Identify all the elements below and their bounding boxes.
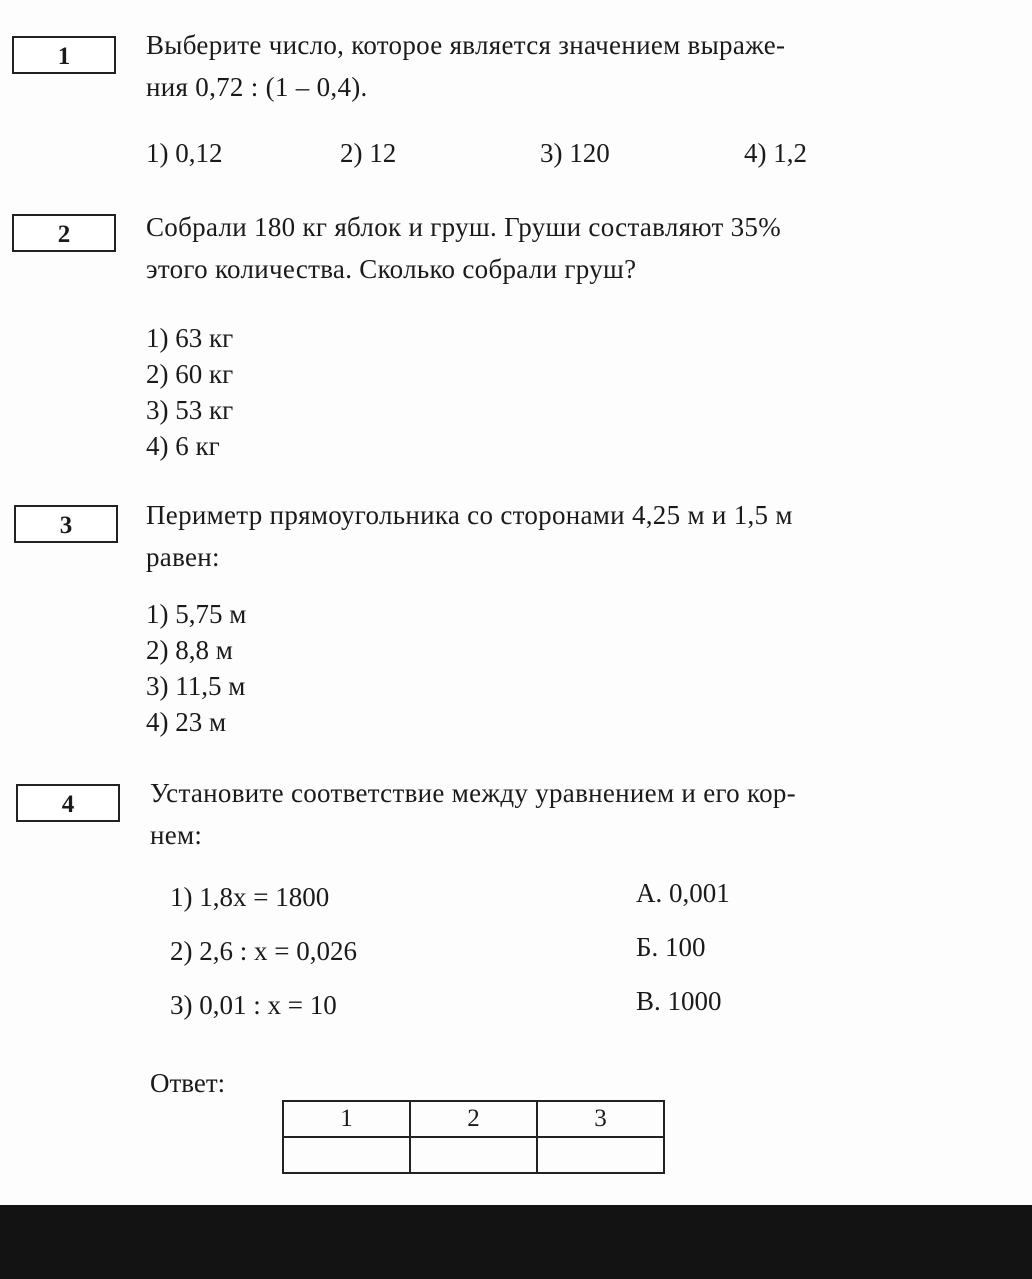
task-2-option: 2) 60 кг	[146, 359, 234, 389]
answer-header-cell: 2	[410, 1101, 537, 1137]
task-1-option: 2) 12	[340, 138, 397, 168]
task-2-options	[146, 320, 233, 464]
bottom-black-bar	[0, 1205, 1032, 1279]
task-2-option: 3) 53 кг	[146, 395, 234, 425]
task-2-question-line: этого количества. Сколько собрали груш?	[146, 254, 637, 284]
answer-table	[282, 1100, 665, 1174]
task-2-number: 2	[12, 214, 116, 252]
answer-header-cell: 1	[283, 1101, 410, 1137]
answer-value-cell[interactable]	[283, 1137, 410, 1173]
task-2-question-line: Собрали 180 кг яблок и груш. Груши составляют 35%	[146, 212, 782, 242]
task-4-question	[150, 772, 920, 856]
task-1-question-line: ния 0,72 : (1 – 0,4).	[146, 72, 368, 102]
task-4-number: 4	[16, 784, 120, 822]
task-2-option: 4) 6 кг	[146, 431, 220, 461]
task-4-root: А. 0,001	[636, 878, 730, 908]
task-4-equation: 1) 1,8x = 1800	[170, 882, 330, 912]
task-1-option: 1) 0,12	[146, 138, 223, 168]
answer-value-row	[283, 1137, 664, 1173]
task-4-question-line: нем:	[150, 820, 203, 850]
task-4-equation: 2) 2,6 : x = 0,026	[170, 936, 357, 966]
task-1-number: 1	[12, 36, 116, 74]
task-3-option: 1) 5,75 м	[146, 599, 247, 629]
task-1-option: 3) 120	[540, 138, 610, 168]
task-3-option: 4) 23 м	[146, 707, 227, 737]
task-3-options	[146, 596, 246, 740]
task-3-question-line: Периметр прямоугольника со сторонами 4,25 м и 1,5 м	[146, 500, 793, 530]
task-1-option: 4) 1,2	[744, 138, 807, 168]
task-1-question	[146, 24, 916, 108]
task-4-root: В. 1000	[636, 986, 722, 1016]
task-2-question	[146, 206, 916, 290]
answer-header-row	[283, 1101, 664, 1137]
task-3-option: 2) 8,8 м	[146, 635, 233, 665]
task-1-question-line: Выберите число, которое является значением выраже-	[146, 30, 786, 60]
task-4-equation: 3) 0,01 : x = 10	[170, 990, 337, 1020]
task-3-question-line: равен:	[146, 542, 220, 572]
answer-value-cell[interactable]	[537, 1137, 664, 1173]
task-3-option: 3) 11,5 м	[146, 671, 246, 701]
task-4-root: Б. 100	[636, 932, 706, 962]
task-3-number: 3	[14, 505, 118, 543]
task-4-question-line: Установите соответствие между уравнением и его кор-	[150, 778, 796, 808]
answer-header-cell: 3	[537, 1101, 664, 1137]
answer-label: Ответ:	[150, 1068, 226, 1098]
answer-value-cell[interactable]	[410, 1137, 537, 1173]
task-3-question	[146, 494, 916, 578]
task-2-option: 1) 63 кг	[146, 323, 234, 353]
